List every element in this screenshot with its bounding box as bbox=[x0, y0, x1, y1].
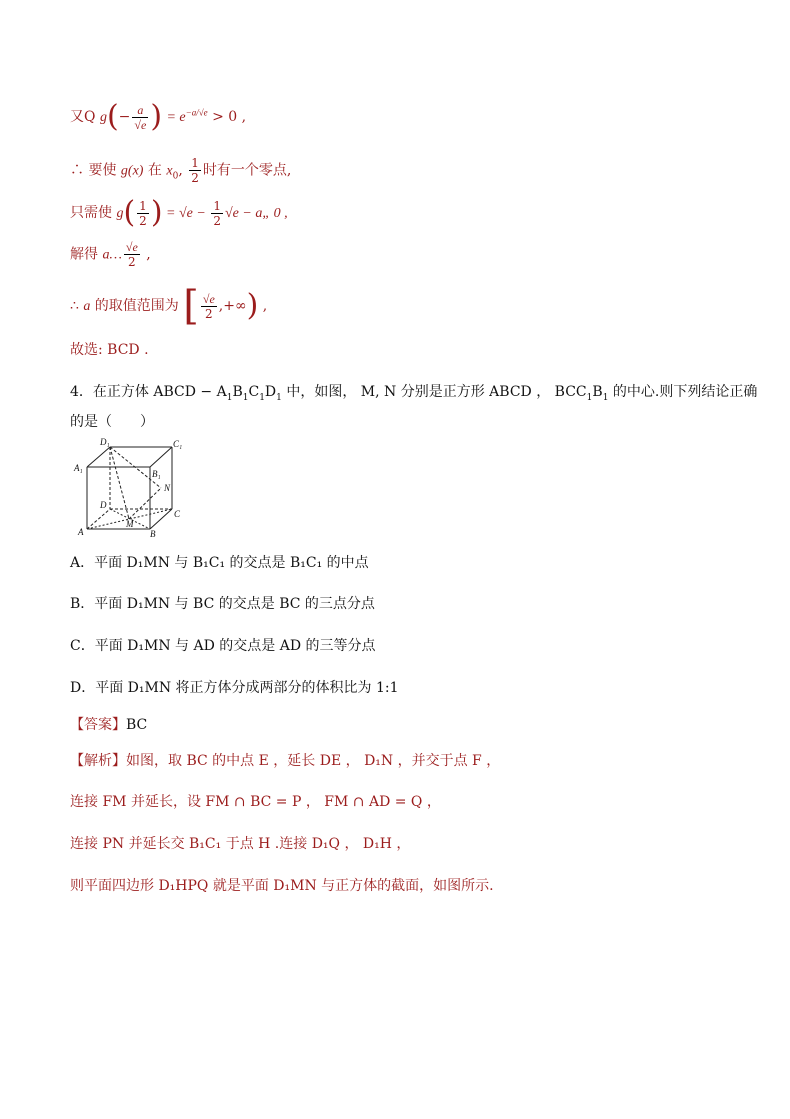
answer-line bbox=[70, 715, 147, 735]
text-pre: 只需使 bbox=[70, 205, 117, 221]
text-you: 又 bbox=[70, 109, 84, 125]
text-g: g bbox=[116, 206, 124, 221]
fraction-half bbox=[189, 156, 201, 185]
text-tail: > 0 , bbox=[207, 109, 247, 125]
label-c1: C₁ bbox=[173, 439, 182, 449]
label-d: D bbox=[100, 500, 107, 510]
q4-sub: 1 bbox=[586, 392, 593, 403]
text-mid: 的取值范围为 bbox=[90, 298, 184, 314]
solution-tag: 【解析】 bbox=[70, 753, 126, 769]
option-a: A．平面 D₁MN 与 B₁C₁ 的交点是 B₁C₁ 的中点 bbox=[70, 555, 369, 571]
text-g: g bbox=[99, 110, 107, 125]
solution-line-4: 则平面四边形 D₁HPQ 就是平面 D₁MN 与正方体的截面，如图所示. bbox=[70, 878, 494, 894]
text-a: a bbox=[83, 299, 91, 314]
q4-text-b2: B bbox=[592, 384, 603, 400]
text-gx: g(x) bbox=[120, 163, 144, 179]
question-4-line-1 bbox=[70, 382, 757, 408]
text-pre: ∴ bbox=[70, 298, 84, 314]
fraction-half-2 bbox=[211, 199, 223, 228]
text-post: 时有一个零点, bbox=[202, 162, 292, 179]
frac-num: 1 bbox=[191, 156, 199, 170]
frac-den: 2 bbox=[213, 213, 221, 228]
line-3 bbox=[70, 195, 288, 230]
q4-text-d: D bbox=[264, 384, 277, 400]
label-c: C bbox=[174, 509, 181, 519]
solution-line-1 bbox=[70, 751, 500, 771]
text-pre: ∴ 要使 bbox=[70, 162, 121, 179]
text-sub: 0 bbox=[172, 171, 179, 182]
line-5 bbox=[70, 283, 268, 329]
fraction-a-over-sqrt-e bbox=[132, 103, 148, 132]
text-inf: ,+∞ bbox=[218, 298, 247, 314]
label-a: A bbox=[78, 527, 84, 537]
text-pre: 解得 bbox=[70, 246, 103, 263]
option-b: B．平面 D₁MN 与 BC 的交点是 BC 的三点分点 bbox=[70, 596, 375, 612]
text-q: Q bbox=[84, 109, 96, 125]
fraction-sqrt-e-half bbox=[201, 292, 217, 321]
paren-close: ) bbox=[246, 288, 259, 323]
paren-close: ) bbox=[150, 195, 163, 230]
line-6: 故选: BCD . bbox=[70, 342, 149, 358]
solution-line-2: 连接 FM 并延长，设 FM ∩ BC = P ， FM ∩ AD = Q ， bbox=[70, 794, 441, 810]
frac-den: 2 bbox=[139, 213, 147, 228]
text-eq-e: = e bbox=[166, 110, 186, 125]
line-2 bbox=[70, 156, 291, 186]
solution-line-3: 连接 PN 并延长交 B₁C₁ 于点 H .连接 D₁Q ， D₁H ， bbox=[70, 836, 411, 852]
fraction-half bbox=[137, 199, 149, 228]
frac-den: 2 bbox=[191, 171, 199, 185]
paren-open: ( bbox=[123, 195, 136, 230]
text-mid: 在 bbox=[143, 162, 167, 179]
frac-num: √e bbox=[125, 240, 138, 254]
frac-num: √e bbox=[202, 291, 215, 306]
q4-text-c: C bbox=[248, 384, 260, 400]
q4-sub: 1 bbox=[242, 392, 249, 403]
q4-sub: 1 bbox=[259, 392, 265, 403]
option-c: C．平面 D₁MN 与 AD 的交点是 AD 的三等分点 bbox=[70, 638, 376, 654]
text-tail: √e − a„ 0 , bbox=[224, 206, 288, 221]
q4-text-end: 的中心.则下列结论正确 bbox=[608, 384, 758, 400]
solution-text-1: 如图，取 BC 的中点 E ，延长 DE ， D₁N ，并交于点 F ， bbox=[126, 753, 501, 769]
frac-num: 1 bbox=[139, 198, 147, 213]
cube-figure bbox=[72, 437, 182, 537]
paren-close: ) bbox=[150, 99, 163, 134]
text-a: a… bbox=[102, 247, 122, 263]
q4-text-b: B bbox=[232, 384, 243, 400]
fraction-sqrt-e-half bbox=[124, 240, 140, 269]
q4-sub: 1 bbox=[276, 392, 282, 403]
frac-num: a bbox=[132, 103, 148, 118]
text-comma: , bbox=[178, 162, 188, 179]
option-d: D．平面 D₁MN 将正方体分成两部分的体积比为 1:1 bbox=[70, 680, 399, 696]
text-rest: = √e − bbox=[162, 206, 210, 221]
bracket-open: [ bbox=[183, 283, 199, 329]
line-4 bbox=[70, 240, 151, 269]
paren-open: ( bbox=[106, 99, 119, 134]
line-1 bbox=[70, 99, 247, 134]
text-tail: , bbox=[141, 246, 151, 263]
frac-num: 1 bbox=[213, 198, 221, 213]
answer-value: BC bbox=[126, 717, 148, 733]
frac-den: √e bbox=[134, 117, 147, 132]
frac-den: 2 bbox=[205, 306, 213, 321]
text-neg: − bbox=[118, 109, 131, 125]
label-b1: B₁ bbox=[152, 469, 161, 479]
text-x: x bbox=[166, 163, 173, 179]
label-d1: D₁ bbox=[100, 437, 110, 447]
q4-sub: 1 bbox=[602, 392, 609, 403]
question-4-line-2: 的是（ ） bbox=[70, 414, 154, 430]
label-m: M bbox=[126, 519, 134, 529]
label-a1: A₁ bbox=[74, 463, 83, 473]
label-b: B bbox=[150, 529, 156, 537]
label-n: N bbox=[164, 483, 171, 493]
q4-text-mid: 中，如图， M, N 分别是正方形 ABCD ， BCC bbox=[281, 384, 587, 400]
frac-den: 2 bbox=[128, 255, 136, 269]
q4-text-a: 4．在正方体 ABCD − A bbox=[70, 384, 227, 400]
text-tail: , bbox=[258, 298, 268, 314]
text-exponent: −a/√e bbox=[185, 107, 208, 118]
q4-sub: 1 bbox=[226, 392, 233, 403]
answer-tag: 【答案】 bbox=[70, 717, 126, 733]
